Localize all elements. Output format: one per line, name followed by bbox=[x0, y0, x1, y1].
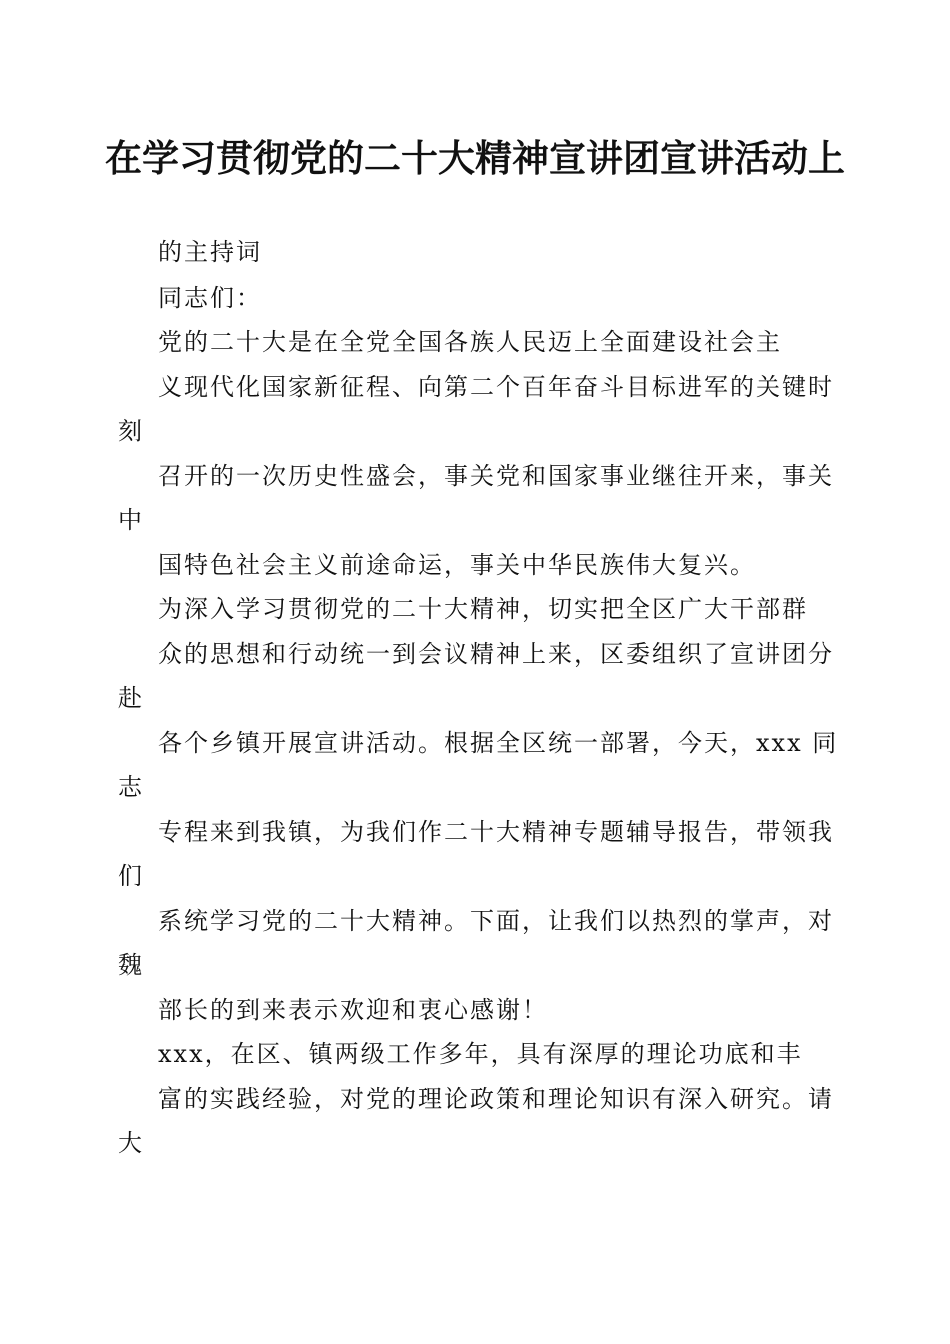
text-line: 富的实践经验，对党的理论政策和理论知识有深入研究。请 bbox=[158, 1085, 834, 1113]
text-line: 系统学习党的二十大精神。下面，让我们以热烈的掌声，对 bbox=[158, 907, 834, 935]
text-line: 义现代化国家新征程、向第二个百年奋斗目标进军的关键时 bbox=[158, 373, 834, 401]
text-line: 中 bbox=[118, 506, 144, 534]
text-line: 专程来到我镇，为我们作二十大精神专题辅导报告，带领我 bbox=[158, 818, 834, 846]
text-line: 大 bbox=[118, 1129, 144, 1157]
text-line: 各个乡镇开展宣讲活动。根据全区统一部署，今天，xxx 同 bbox=[158, 729, 839, 757]
text-line: 们 bbox=[118, 862, 144, 890]
text-line: 刻 bbox=[118, 417, 144, 445]
document-title: 在学习贯彻党的二十大精神宣讲团宣讲活动上 bbox=[105, 136, 845, 180]
text-line: 党的二十大是在全党全国各族人民迈上全面建设社会主 bbox=[158, 328, 782, 356]
text-line: 魏 bbox=[118, 951, 144, 979]
text-line: 众的思想和行动统一到会议精神上来，区委组织了宣讲团分 bbox=[158, 640, 834, 668]
text-line: 赴 bbox=[118, 684, 144, 712]
text-line: 志 bbox=[118, 773, 144, 801]
text-line: 国特色社会主义前途命运，事关中华民族伟大复兴。 bbox=[158, 551, 756, 579]
text-line: 召开的一次历史性盛会，事关党和国家事业继往开来，事关 bbox=[158, 462, 834, 490]
text-line: 为深入学习贯彻党的二十大精神，切实把全区广大干部群 bbox=[158, 595, 808, 623]
text-line: 部长的到来表示欢迎和衷心感谢！ bbox=[158, 996, 548, 1024]
text-line: 同志们： bbox=[158, 284, 262, 312]
text-line: xxx，在区、镇两级工作多年，具有深厚的理论功底和丰 bbox=[158, 1040, 803, 1068]
text-line: 的主持词 bbox=[158, 238, 262, 266]
